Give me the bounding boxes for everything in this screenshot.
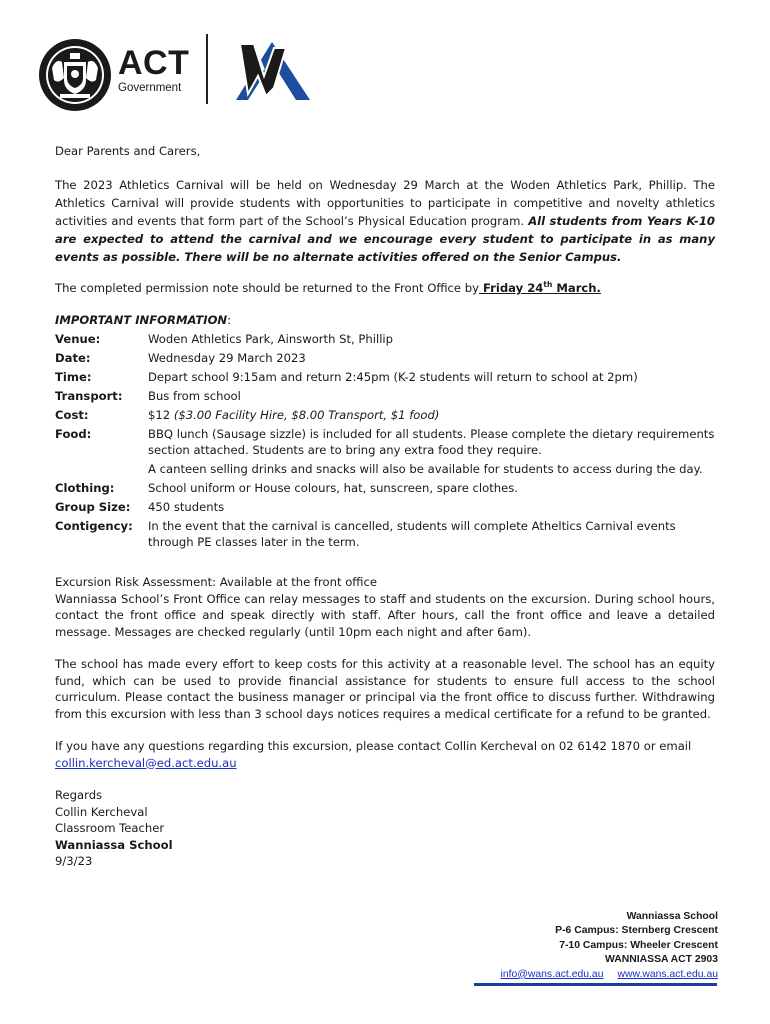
- info-label: Food:: [55, 427, 92, 441]
- important-heading-colon: :: [227, 313, 232, 327]
- questions-paragraph: [55, 738, 715, 771]
- info-value: School uniform or House colours, hat, sunscreen, spare clothes.: [148, 481, 518, 495]
- info-value: 450 students: [148, 500, 225, 514]
- intro-text: The 2023 Athletics Carnival will be held on Wednesday 29 March at the Woden Athletics Park, Phillip. The Athletics Carnival will provide students with opportunities to participate in competitive and novelty athletics activities and events that form part of the School’s Physical Education program.: [55, 178, 715, 228]
- info-label: Venue:: [55, 332, 101, 346]
- act-government-wordmark: [118, 46, 189, 95]
- footer-campus-p6: P-6 Campus: Sternberg Crescent: [555, 925, 718, 937]
- equity-paragraph: The school has made every effort to keep costs for this activity at a reasonable level. The school has an equity fund, which can be used to provide financial assistance for students to ensure full access to the school curriculum. Please contact the business manager or principal via the front office to discuss further. Withdrawing from this excursion with less than 3 school days notices requires a medical certificate for a refund to be granted.: [55, 657, 715, 721]
- questions-text: If you have any questions regarding this excursion, please contact Collin Kercheval on 02 6142 1870 or email: [55, 739, 692, 753]
- info-row-clothing: [55, 480, 715, 499]
- signer-name: Collin Kercheval: [55, 804, 148, 819]
- footer-rule: [474, 983, 717, 986]
- info-table: [55, 331, 715, 552]
- front-office-paragraph: Wanniassa School’s Front Office can relay messages to staff and students on the excursion. During school hours, contact the front office and speak directly with staff. After hours, call the front office and leave a detailed message. Messages are checked regularly (until 10pm each night and after 6am).: [55, 591, 715, 639]
- header-divider: [206, 34, 208, 104]
- footer-website-link[interactable]: www.wans.act.edu.au: [617, 968, 718, 980]
- return-date-suffix: th: [543, 280, 553, 290]
- risk-assessment-line: Excursion Risk Assessment: Available at the front office: [55, 575, 377, 589]
- return-date-part1: Friday 24: [478, 281, 544, 295]
- info-value: Depart school 9:15am and return 2:45pm (K-2 students will return to school at 2pm): [148, 370, 638, 384]
- signature-block: [55, 787, 715, 870]
- info-value: [148, 407, 715, 426]
- info-row-contingency: [55, 518, 715, 552]
- act-label: ACT: [118, 44, 190, 82]
- footer-links: [501, 968, 718, 982]
- info-row-food: [55, 426, 715, 480]
- intro-paragraph: [55, 176, 715, 266]
- info-label: Cost:: [55, 408, 89, 422]
- signer-role: Classroom Teacher: [55, 821, 165, 835]
- food-detail: BBQ lunch (Sausage sizzle) is included for all students. Please complete the dietary requirements section attached. Students are to bring any extra food they require.: [148, 427, 715, 457]
- return-prefix: The completed permission note should be returned to the Front Office by: [55, 281, 479, 295]
- info-row-venue: [55, 331, 715, 350]
- signoff: Regards: [55, 788, 103, 802]
- info-row-cost: [55, 407, 715, 426]
- info-value: Woden Athletics Park, Ainsworth St, Phillip: [148, 332, 393, 346]
- info-row-group-size: [55, 499, 715, 518]
- wanniassa-school-logo-icon: [234, 36, 312, 104]
- info-row-date: [55, 350, 715, 369]
- footer-campus-7-10: 7-10 Campus: Wheeler Crescent: [559, 939, 718, 951]
- signer-school: Wanniassa School: [55, 837, 173, 852]
- footer-email-link[interactable]: info@wans.act.edu.au: [500, 968, 604, 980]
- letterhead: [38, 34, 338, 106]
- info-label: Transport:: [55, 389, 123, 403]
- important-heading: [55, 311, 715, 329]
- cost-breakdown: ($3.00 Facility Hire, $8.00 Transport, $1 food): [173, 408, 440, 422]
- intro-emphasis: All students from Years K-10 are expected to attend the carnival and we encourage every student to participate in as many events as possible. There will be no alternate activities offered on the Senior Campus.: [55, 214, 715, 264]
- act-coat-of-arms-icon: [38, 38, 112, 112]
- info-row-time: [55, 369, 715, 388]
- government-label: Government: [118, 82, 182, 94]
- important-heading-text: IMPORTANT INFORMATION: [55, 313, 228, 327]
- info-label: Date:: [55, 351, 91, 365]
- info-value: [148, 426, 715, 480]
- info-value: Wednesday 29 March 2023: [148, 351, 306, 365]
- return-date-part2: March.: [552, 281, 601, 295]
- return-notice: [55, 279, 715, 297]
- info-label: Contigency:: [55, 519, 133, 533]
- footer-address: WANNIASSA ACT 2903: [605, 954, 718, 966]
- letter-date: 9/3/23: [55, 854, 93, 868]
- school-address-footer: [501, 910, 718, 982]
- return-date: [479, 281, 601, 295]
- info-value: Bus from school: [148, 389, 241, 403]
- info-value: In the event that the carnival is cancelled, students will complete Atheltics Carnival events through PE classes later in the term.: [148, 519, 676, 549]
- info-label: Time:: [55, 370, 92, 384]
- salutation: Dear Parents and Carers,: [55, 144, 201, 158]
- cost-amount: $12: [148, 408, 174, 422]
- info-label: Group Size:: [55, 500, 131, 514]
- footer-school-name: Wanniassa School: [626, 911, 718, 922]
- info-label: Clothing:: [55, 481, 115, 495]
- food-canteen: A canteen selling drinks and snacks will also be available for students to access during the day.: [148, 462, 703, 476]
- teacher-email-link[interactable]: collin.kercheval@ed.act.edu.au: [55, 755, 237, 770]
- letter-body: [55, 142, 715, 870]
- info-row-transport: [55, 388, 715, 407]
